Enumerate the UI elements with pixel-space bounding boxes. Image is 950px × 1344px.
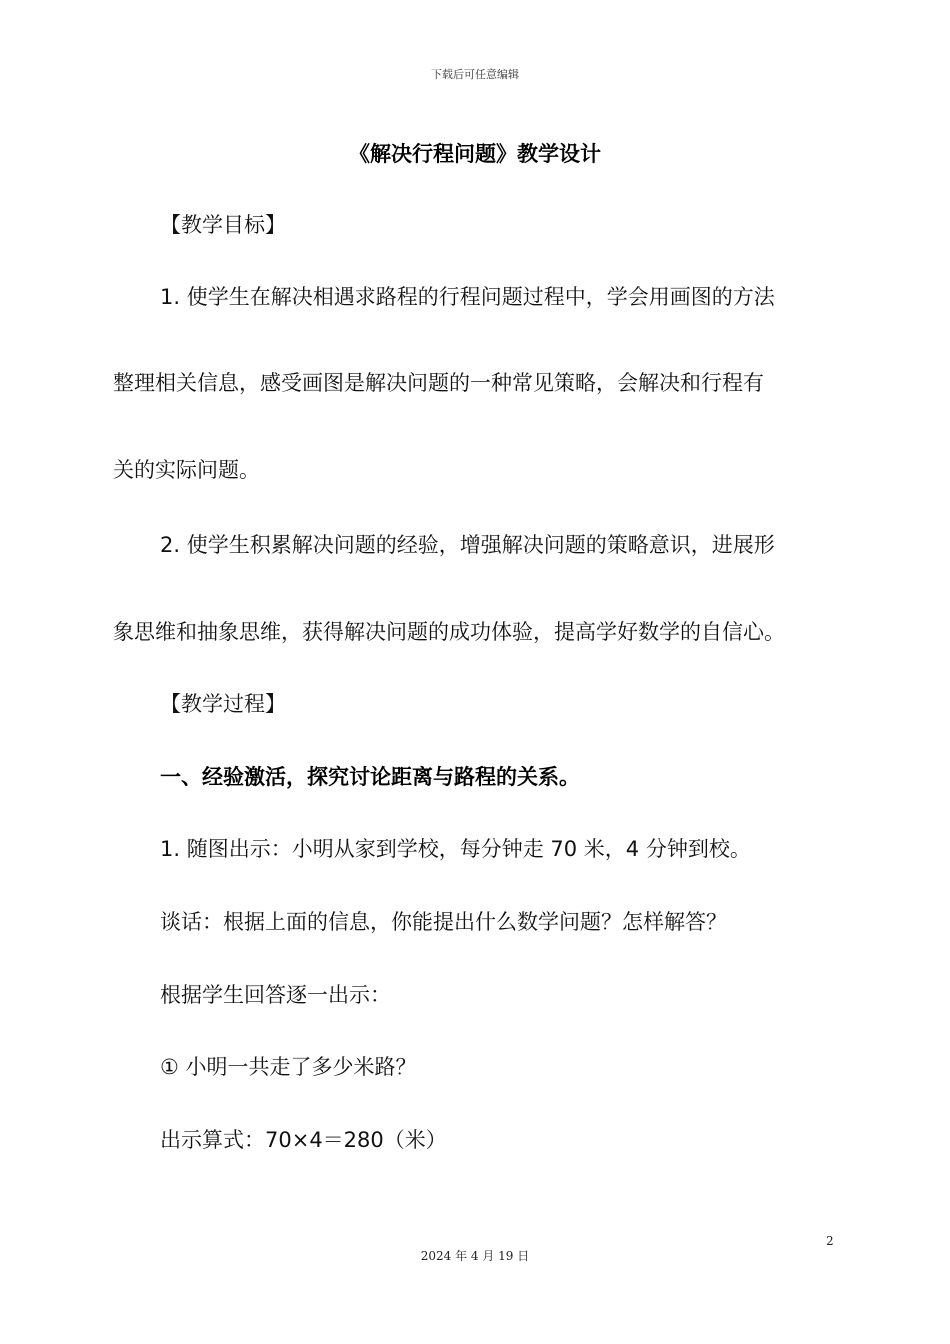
question-1: ① 小明一共走了多少米路？ [160, 1055, 417, 1079]
talk-prompt: 谈话：根据上面的信息，你能提出什么数学问题？怎样解答？ [160, 910, 727, 934]
page-number: 2 [826, 1234, 834, 1248]
formula-1: 出示算式：70×4＝280（米） [160, 1128, 447, 1152]
objective-1-line-1: 1. 使学生在解决相遇求路程的行程问题过程中，学会用画图的方法 [160, 285, 775, 309]
step-1: 1. 随图出示：小明从家到学校，每分钟走 70 米，4 分钟到校。 [160, 837, 751, 861]
document-title: 《解决行程问题》教学设计 [349, 142, 601, 166]
process-heading: 【教学过程】 [160, 692, 286, 716]
objectives-heading: 【教学目标】 [160, 213, 286, 237]
objective-1-line-2: 整理相关信息，感受画图是解决问题的一种常见策略，会解决和行程有 [113, 371, 764, 395]
answer-intro: 根据学生回答逐一出示： [160, 983, 391, 1007]
objective-2-line-2: 象思维和抽象思维，获得解决问题的成功体验，提高学好数学的自信心。 [113, 620, 785, 644]
part-1-heading: 一、经验激活，探究讨论距离与路程的关系。 [160, 765, 580, 789]
header-note: 下载后可任意编辑 [431, 68, 519, 81]
objective-1-line-3: 关的实际问题。 [113, 458, 260, 482]
objective-2-line-1: 2. 使学生积累解决问题的经验，增强解决问题的策略意识，进展形 [160, 533, 775, 557]
footer-date: 2024 年 4 月 19 日 [420, 1249, 530, 1263]
